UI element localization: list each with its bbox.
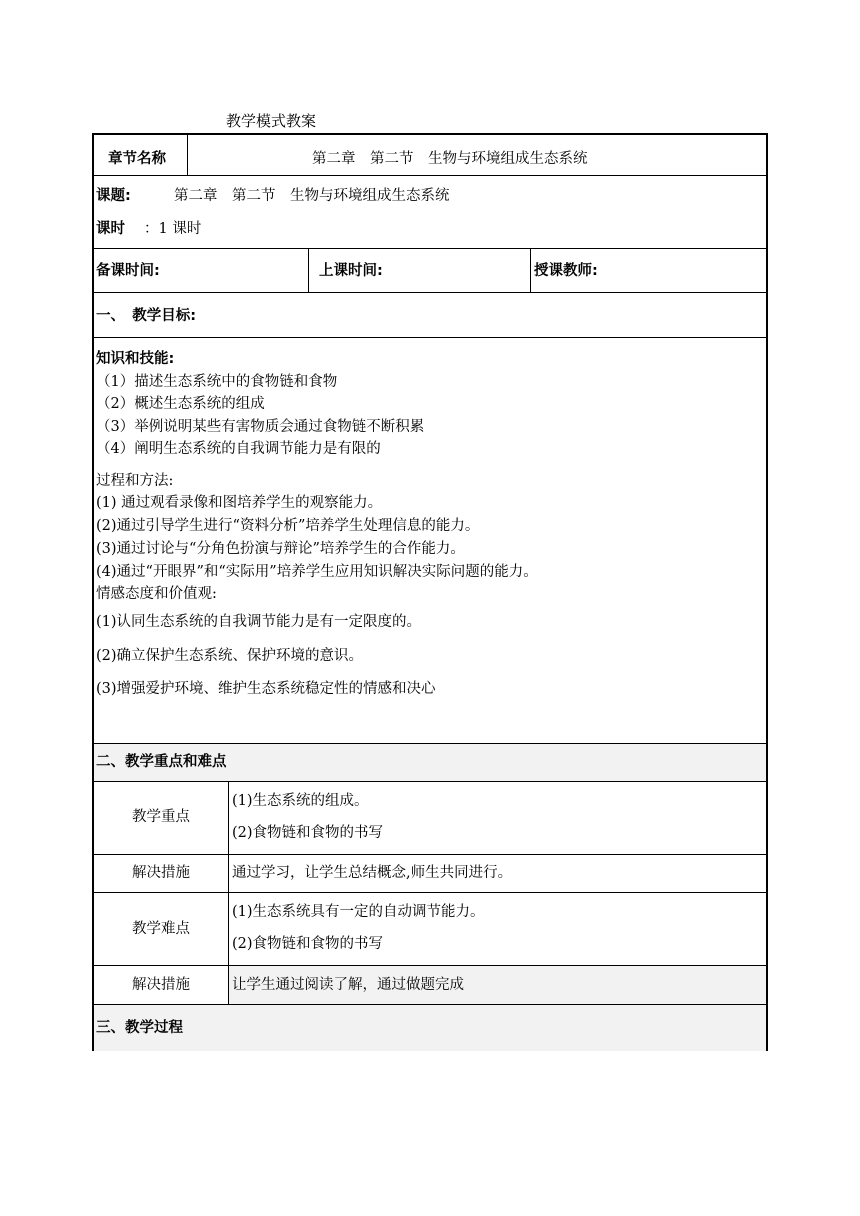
measure1-label: 解决措施	[132, 865, 190, 881]
emotion-item: (1)认同生态系统的自我调节能力是有一定限度的。	[96, 614, 422, 630]
hours-value: ：1 课时	[144, 221, 202, 237]
prep-time-label: 备课时间:	[96, 263, 160, 279]
knowledge-item: （4）阐明生态系统的自我调节能力是有限的	[96, 441, 381, 457]
section3-heading-shade	[94, 1005, 766, 1051]
lesson-plan-table	[92, 133, 768, 1051]
difficulty-item: (1)生态系统具有一定的自动调节能力。	[232, 904, 485, 920]
process-label: 过程和方法:	[96, 473, 174, 489]
row-divider	[94, 781, 766, 782]
topic-label: 课题:	[96, 188, 131, 204]
process-item: (1) 通过观看录像和图培养学生的观察能力。	[96, 495, 383, 511]
col-divider	[530, 248, 531, 292]
measure2-label: 解决措施	[132, 977, 190, 993]
section1-heading: 一、 教学目标:	[96, 308, 197, 324]
col-divider	[228, 781, 229, 1004]
section3-heading: 三、教学过程	[96, 1020, 183, 1036]
row-divider	[94, 854, 766, 855]
row-divider	[94, 292, 766, 293]
class-time-label: 上课时间:	[319, 263, 383, 279]
row-divider	[94, 337, 766, 338]
teacher-label: 授课教师:	[534, 263, 598, 279]
difficulty-label: 教学难点	[132, 921, 190, 937]
document-title: 教学模式教案	[226, 112, 317, 130]
emotion-label: 情感态度和价值观:	[96, 586, 217, 602]
measure2-text: 让学生通过阅读了解，通过做题完成	[232, 977, 464, 993]
hours-label: 课时	[96, 221, 125, 237]
key-point-item: (1)生态系统的组成。	[232, 793, 369, 809]
row-divider	[94, 965, 766, 966]
knowledge-label: 知识和技能:	[96, 351, 175, 367]
knowledge-item: （1）描述生态系统中的食物链和食物	[96, 374, 338, 390]
row-divider	[94, 175, 766, 176]
row-divider	[94, 743, 766, 744]
difficulty-item: (2)食物链和食物的书写	[232, 936, 384, 952]
key-points-label: 教学重点	[132, 809, 190, 825]
process-item: (4)通过“开眼界”和“实际用”培养学生应用知识解决实际问题的能力。	[96, 564, 538, 580]
section2-heading: 二、教学重点和难点	[96, 754, 227, 770]
chapter-label: 章节名称	[108, 151, 166, 167]
emotion-item: (3)增强爱护环境、维护生态系统稳定性的情感和决心	[96, 681, 436, 697]
chapter-value: 第二章 第二节 生物与环境组成生态系统	[312, 151, 588, 167]
row-divider	[94, 1004, 766, 1005]
process-item: (3)通过讨论与“分角色扮演与辩论”培养学生的合作能力。	[96, 541, 465, 557]
key-point-item: (2)食物链和食物的书写	[232, 825, 384, 841]
knowledge-item: （2）概述生态系统的组成	[96, 396, 265, 412]
knowledge-item: （3）举例说明某些有害物质会通过食物链不断积累	[96, 419, 425, 435]
col-divider	[187, 135, 188, 175]
process-item: (2)通过引导学生进行“资料分析”培养学生处理信息的能力。	[96, 518, 480, 534]
row-divider	[94, 892, 766, 893]
topic-value: 第二章 第二节 生物与环境组成生态系统	[174, 188, 450, 204]
measure1-text: 通过学习，让学生总结概念,师生共同进行。	[232, 865, 513, 881]
row-divider	[94, 248, 766, 249]
col-divider	[308, 248, 309, 292]
emotion-item: (2)确立保护生态系统、保护环境的意识。	[96, 648, 364, 664]
